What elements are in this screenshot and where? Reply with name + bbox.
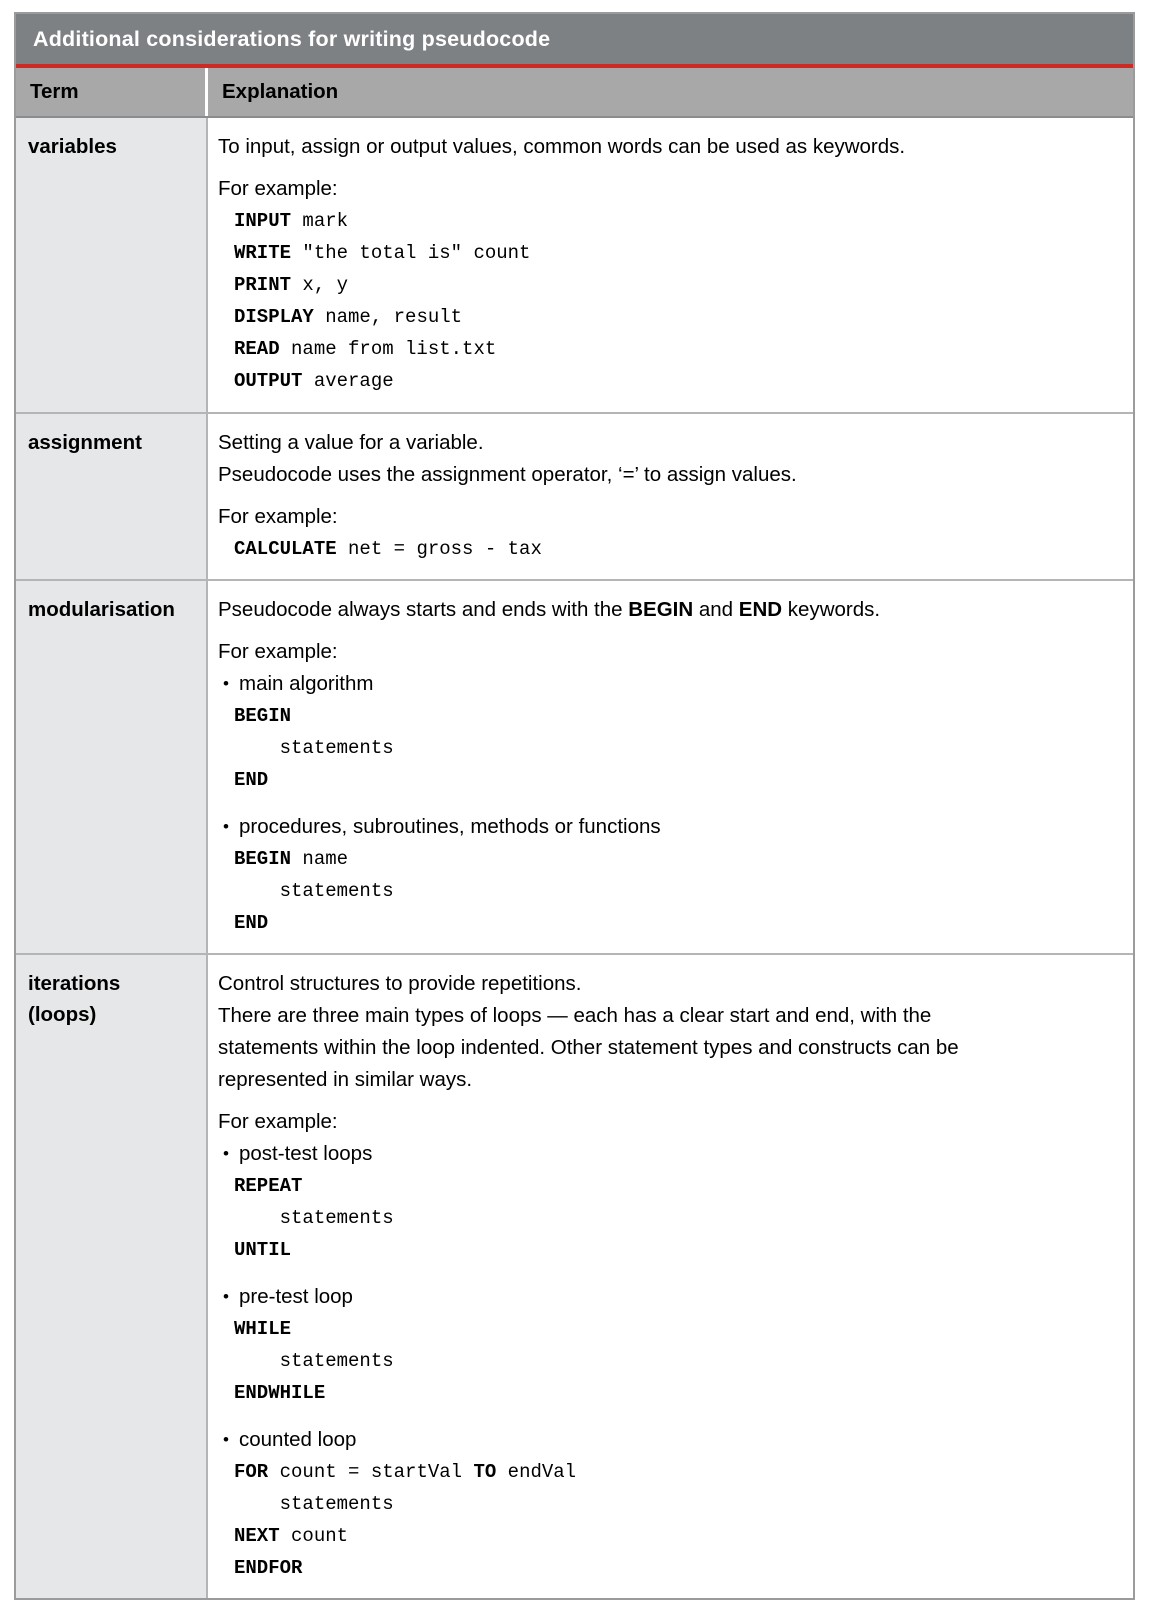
code-block [234, 843, 1091, 939]
text: Control structures to provide repetitions. [218, 972, 582, 995]
bullet-item [218, 1281, 1091, 1313]
code-text: count = startVal [268, 1461, 474, 1483]
code-text: statements [234, 737, 394, 759]
code-line [234, 1234, 1091, 1266]
text: For example: [218, 1110, 338, 1133]
paragraph [218, 459, 1091, 491]
code-keyword: WRITE [234, 242, 292, 264]
bullet-text [239, 668, 373, 700]
code-keyword: DISPLAY [234, 306, 314, 328]
code-keyword: NEXT [234, 1525, 280, 1547]
code-text: name from list.txt [279, 338, 497, 360]
table-row-modularisation [16, 579, 1133, 953]
bold-text: END [738, 598, 783, 621]
text: For example: [218, 640, 338, 663]
code-text: average [302, 370, 394, 392]
text: For example: [218, 177, 338, 200]
term-cell [16, 955, 208, 1598]
code-block [234, 1456, 1091, 1584]
bullet-item [218, 668, 1091, 700]
bullet-icon: • [223, 1287, 229, 1306]
term-label: modularisation [28, 598, 175, 621]
text: main algorithm [239, 672, 374, 695]
code-line [234, 1202, 1091, 1234]
code-line [234, 843, 1091, 875]
code-text: name, result [313, 306, 463, 328]
text: and [693, 598, 739, 621]
code-keyword: ENDFOR [234, 1557, 303, 1579]
term-cell [16, 118, 208, 412]
code-block [234, 205, 1091, 397]
code-line [234, 205, 1091, 237]
bullet-text [239, 1138, 372, 1170]
paragraph [218, 173, 1091, 205]
paragraph [218, 636, 1091, 668]
explanation-column-header: Explanation [222, 80, 339, 103]
code-text: name [291, 848, 349, 870]
code-keyword: OUTPUT [234, 370, 303, 392]
code-line [234, 700, 1091, 732]
code-keyword: END [234, 912, 269, 934]
code-line [234, 875, 1091, 907]
text: Pseudocode always starts and ends with the [218, 598, 629, 621]
code-line [234, 1170, 1091, 1202]
bullet-icon: • [223, 817, 229, 836]
text: Pseudocode uses the assignment operator, ‘=’ to assign values. [218, 463, 797, 486]
text: Setting a value for a variable. [218, 431, 484, 454]
explanation-cell [208, 414, 1133, 579]
bold-text: BEGIN [628, 598, 694, 621]
code-block [234, 700, 1091, 796]
code-line [234, 301, 1091, 333]
bullet-item [218, 1424, 1091, 1456]
bullet-text [239, 1424, 356, 1456]
code-keyword: CALCULATE [234, 538, 337, 560]
term-label: iterations [28, 972, 121, 995]
paragraph [218, 131, 1091, 163]
code-keyword: UNTIL [234, 1239, 292, 1261]
text: counted loop [239, 1428, 357, 1451]
code-line [234, 1552, 1091, 1584]
code-keyword: PRINT [234, 274, 292, 296]
term-cell [16, 581, 208, 953]
term-cell [16, 414, 208, 579]
code-line [234, 1345, 1091, 1377]
table-row-variables [16, 118, 1133, 412]
code-line [234, 533, 1091, 565]
column-header-row [16, 68, 1133, 118]
text: procedures, subroutines, methods or functions [239, 815, 661, 838]
term-label: assignment [28, 431, 142, 454]
explanation-cell [208, 118, 1133, 412]
code-text: count [279, 1525, 349, 1547]
code-text: endVal [496, 1461, 577, 1483]
code-keyword: END [234, 769, 269, 791]
text: There are three main types of loops — each has a clear start and end, with the statements within the loop indented. Other statement types and constructs can be represented in similar ways. [218, 1004, 959, 1091]
code-keyword: INPUT [234, 210, 292, 232]
paragraph [218, 1106, 1091, 1138]
code-keyword: ENDWHILE [234, 1382, 326, 1404]
code-text: statements [234, 1207, 394, 1229]
code-keyword: WHILE [234, 1318, 292, 1340]
bullet-item [218, 1138, 1091, 1170]
bullet-icon: • [223, 674, 229, 693]
code-keyword: BEGIN [234, 848, 292, 870]
paragraph [218, 1000, 1091, 1096]
term-column-header: Term [16, 68, 208, 116]
table-title: Additional considerations for writing pseudocode [33, 26, 551, 51]
code-text: mark [291, 210, 349, 232]
code-text: x, y [291, 274, 349, 296]
paragraph [218, 594, 1091, 626]
code-keyword: READ [234, 338, 280, 360]
explanation-cell [208, 581, 1133, 953]
bullet-icon: • [223, 1144, 229, 1163]
term-label: (loops) [28, 1003, 97, 1026]
code-line [234, 1488, 1091, 1520]
code-keyword: BEGIN [234, 705, 292, 727]
code-keyword: TO [473, 1461, 497, 1483]
code-line [234, 269, 1091, 301]
bullet-icon: • [223, 1430, 229, 1449]
code-block [234, 1313, 1091, 1409]
code-text: statements [234, 1493, 394, 1515]
bullet-item [218, 811, 1091, 843]
bullet-text [239, 811, 661, 843]
text: post-test loops [239, 1142, 373, 1165]
text: For example: [218, 505, 338, 528]
code-line [234, 907, 1091, 939]
text: keywords. [782, 598, 881, 621]
code-keyword: REPEAT [234, 1175, 303, 1197]
code-line [234, 1520, 1091, 1552]
code-line [234, 333, 1091, 365]
code-line [234, 1377, 1091, 1409]
paragraph [218, 427, 1091, 459]
pseudocode-considerations-table [14, 12, 1135, 1600]
code-line [234, 1456, 1091, 1488]
explanation-cell [208, 955, 1133, 1598]
code-line [234, 1313, 1091, 1345]
code-line [234, 365, 1091, 397]
bullet-text [239, 1281, 353, 1313]
table-row-assignment [16, 412, 1133, 579]
code-line [234, 764, 1091, 796]
code-text: statements [234, 1350, 394, 1372]
text: pre-test loop [239, 1285, 353, 1308]
code-text: "the total is" count [291, 242, 531, 264]
code-keyword: FOR [234, 1461, 269, 1483]
code-line [234, 237, 1091, 269]
paragraph [218, 968, 1091, 1000]
text: To input, assign or output values, common words can be used as keywords. [218, 135, 906, 158]
code-text: statements [234, 880, 394, 902]
paragraph [218, 501, 1091, 533]
table-row-iterations [16, 953, 1133, 1598]
code-line [234, 732, 1091, 764]
code-block [234, 533, 1091, 565]
code-block [234, 1170, 1091, 1266]
code-text: net = gross - tax [336, 538, 542, 560]
table-title-bar [16, 14, 1133, 64]
term-label: variables [28, 135, 117, 158]
